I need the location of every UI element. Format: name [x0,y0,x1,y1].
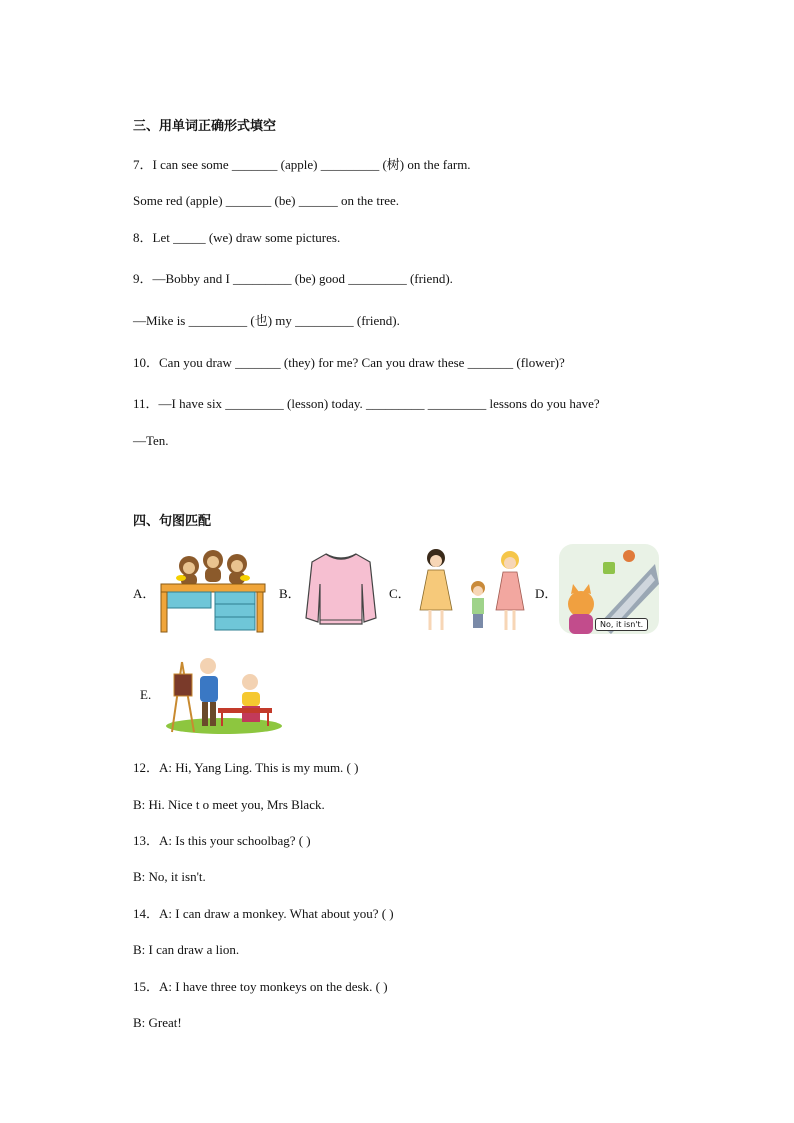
option-d-label: D． [535,586,558,601]
question-14-answer: B: I can draw a lion. [133,942,240,957]
question-12-answer: B: Hi. Nice t o meet you, Mrs Black. [133,797,325,812]
grandfather-icon [200,658,218,726]
option-c-label: C． [389,586,411,601]
section-3-heading: 三、用单词正确形式填空 [133,119,277,134]
question-9-line-2: —Mike is _________ (也) my _________ (friend). [133,313,400,328]
question-15-line: 15．A: I have three toy monkeys on the desk. ( ) [133,979,388,994]
question-11-line: 11．—I have six _________ (lesson) today. _________ _________ lessons do you have? [133,396,600,411]
grandmother-icon [242,674,260,722]
question-13-answer: B: No, it isn't. [133,869,206,884]
cat-schoolbag-picture [559,544,659,638]
question-15-answer: B: Great! [133,1015,182,1030]
grandparents-painting-picture [162,652,284,738]
question-11-answer: —Ten. [133,433,169,448]
question-12-line: 12．A: Hi, Yang Ling. This is my mum. ( ) [133,760,359,775]
question-9-line: 9．—Bobby and I _________ (be) good _________ (friend). [133,271,453,286]
option-b-label: B． [279,586,301,601]
girl-icon [496,551,524,630]
toy-monkeys-icon [176,550,250,586]
mother-icon [420,549,452,630]
question-10-line: 10．Can you draw _______ (they) for me? Can you draw these _______ (flower)? [133,355,565,370]
sweater-picture [304,550,378,630]
option-a-label: A． [133,586,156,601]
question-7-line-2: Some red (apple) _______ (be) ______ on the tree. [133,193,400,208]
section-4-heading: 四、句图匹配 [133,514,212,529]
question-8-line: 8．Let _____ (we) draw some pictures. [133,230,341,245]
question-14-line: 14．A: I can draw a monkey. What about you? ( ) [133,906,394,921]
option-e-label: E. [140,687,152,702]
sweater-icon [306,554,376,624]
mum-and-children-picture [412,546,530,634]
speech-bubble-text: No, it isn't. [595,618,648,631]
boy-icon [471,581,485,628]
monkeys-on-desk-picture [157,546,269,634]
question-7-line: 7．I can see some _______ (apple) _________ (树) on the farm. [133,157,471,172]
question-13-line: 13．A: Is this your schoolbag? ( ) [133,833,311,848]
